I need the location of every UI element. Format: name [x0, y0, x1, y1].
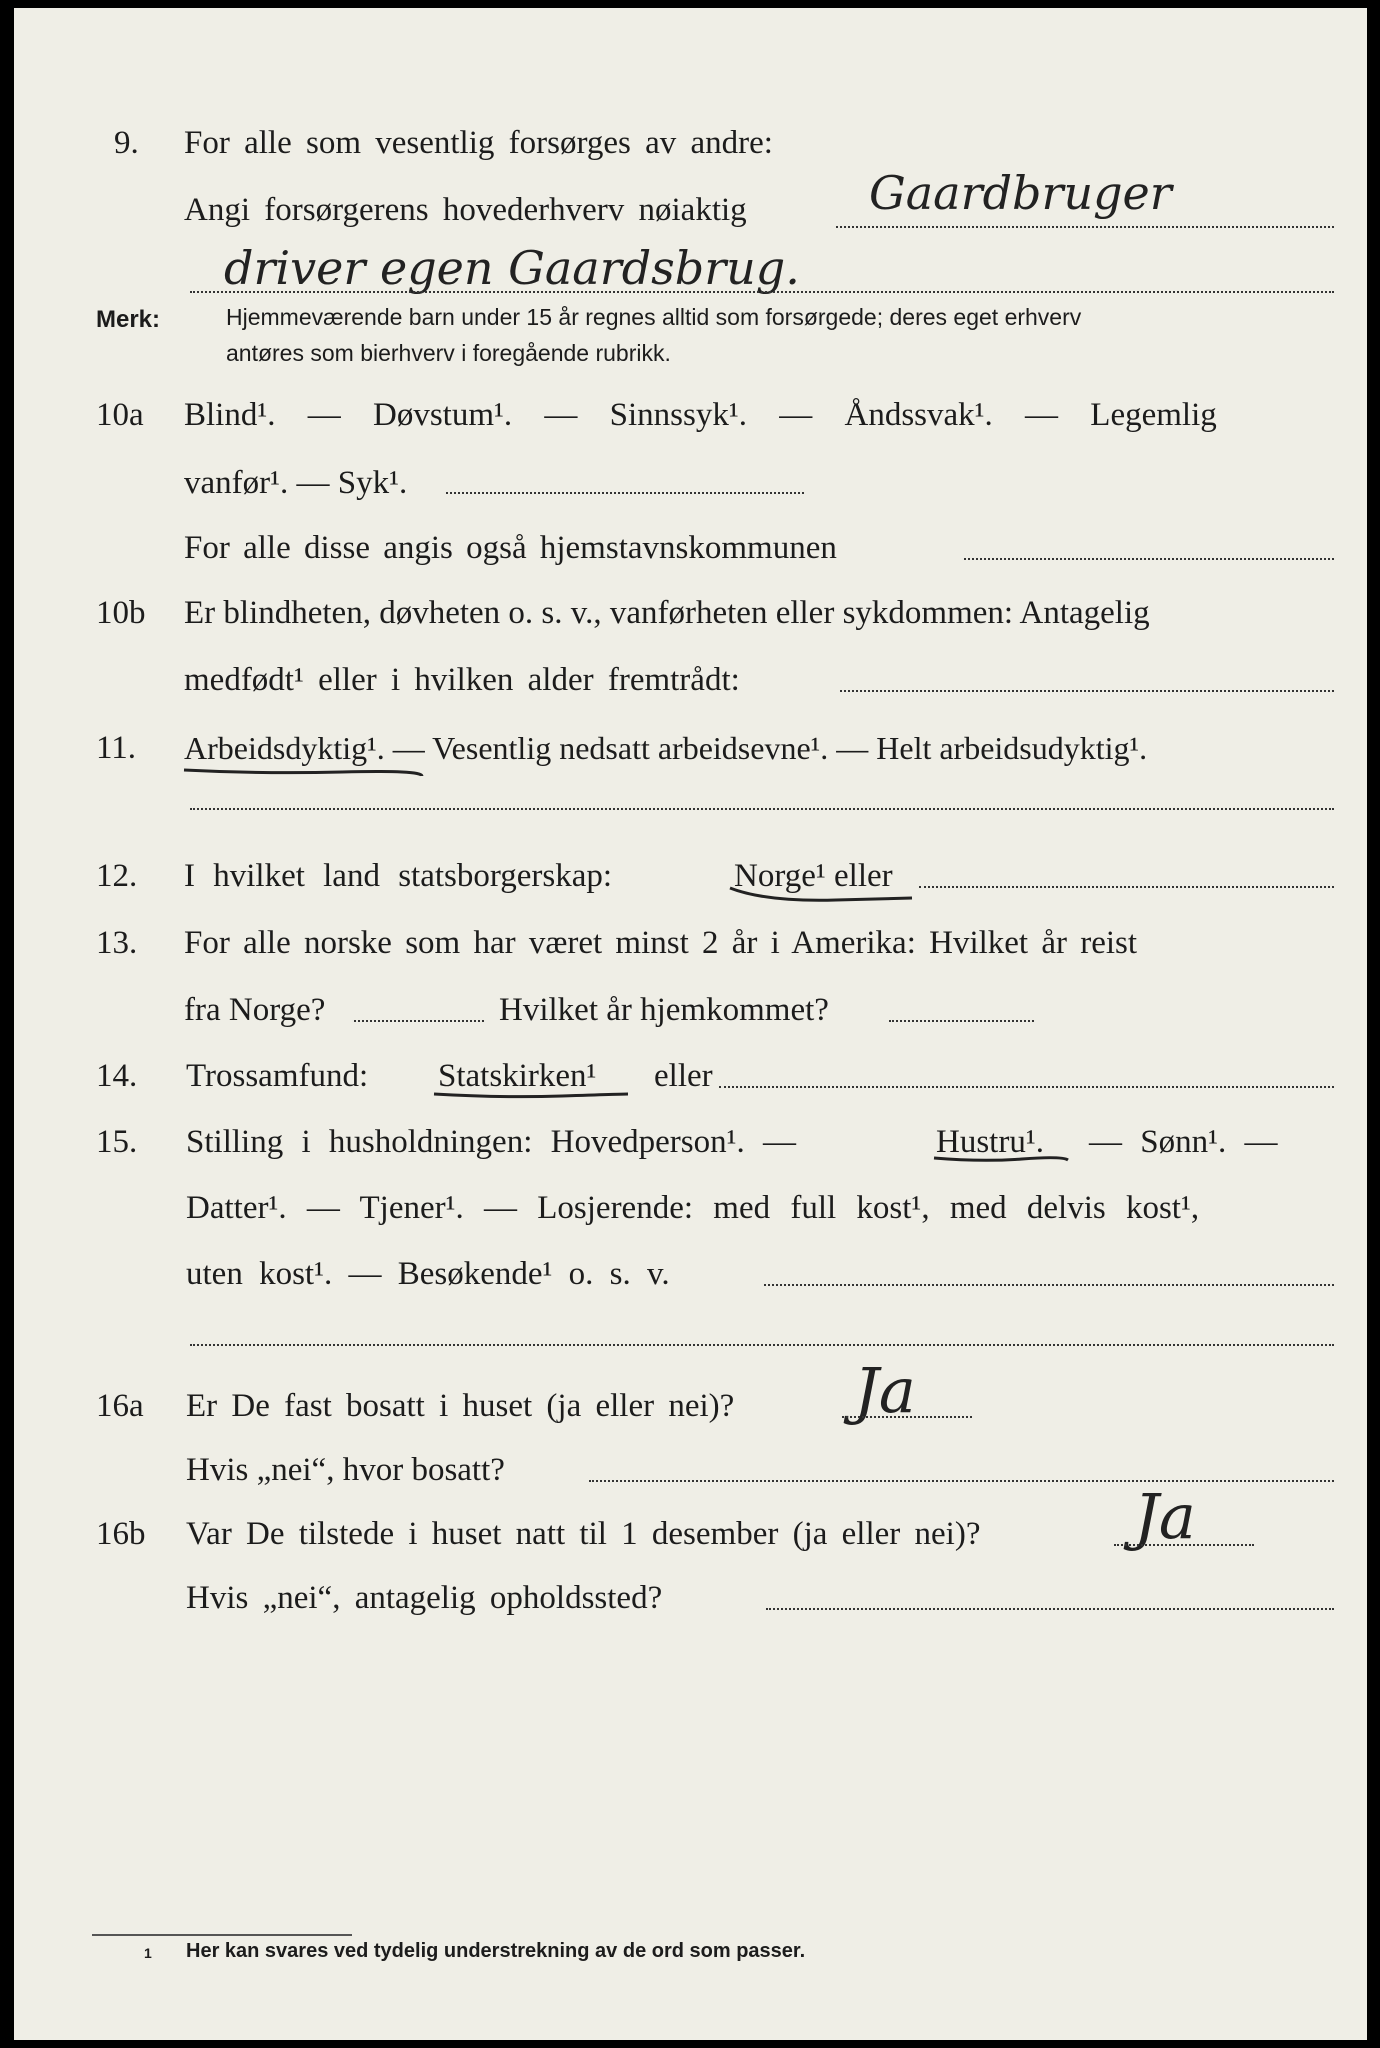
q14-answer-line [719, 1086, 1334, 1088]
merk-line1: Hjemmeværende barn under 15 år regnes alltid som forsørgede; deres eget erhverv [226, 304, 1082, 330]
q9-line2: Angi forsørgerens hovederhverv nøiaktig [184, 192, 747, 228]
q13-reist-line [354, 1020, 484, 1022]
q14-text: Trossamfund: [186, 1058, 369, 1094]
q16a-line1: Er De fast bosatt i huset (ja eller nei)? [186, 1388, 735, 1424]
q15-number: 15. [96, 1124, 138, 1160]
q14-rest: eller [654, 1058, 713, 1094]
q14-number: 14. [96, 1058, 138, 1094]
q12-option: Norge¹ eller [734, 858, 893, 894]
q10b-number: 10b [96, 595, 146, 631]
q13-line2b: Hvilket år hjemkommet? [499, 992, 829, 1028]
q9-handwritten-answer1: Gaardbruger [869, 166, 1172, 220]
q16a-bosatt-line [589, 1480, 1334, 1482]
q16a-line2: Hvis „nei“, hvor bosatt? [186, 1452, 505, 1488]
q11-answer-line [190, 808, 1334, 810]
q13-line2a: fra Norge? [184, 992, 326, 1028]
q15-line1b: — Sønn¹. — [1089, 1124, 1278, 1160]
q15-answer-line [764, 1284, 1334, 1286]
merk-label: Merk: [96, 306, 161, 333]
q10a-syk-line [446, 492, 804, 494]
q16b-opholdssted-line [766, 1608, 1334, 1610]
q9-answer-line [836, 226, 1334, 228]
q10b-answer-line [840, 690, 1334, 692]
merk-line2: antøres som bierhverv i foregående rubrikk. [226, 340, 671, 366]
q15-answer-line2 [190, 1344, 1334, 1346]
q10a-kommune-line [964, 558, 1334, 560]
q11-option-arbeidsdyktig: Arbeidsdyktig¹. [184, 730, 385, 766]
q10b-line1: Er blindheten, døvheten o. s. v., vanførheten eller sykdommen: Antagelig [184, 595, 1150, 631]
q11-rest: — Vesentlig nedsatt arbeidsevne¹. — Helt arbeidsudyktig¹. [384, 730, 1148, 766]
q13-number: 13. [96, 925, 138, 961]
q16a-answer-line [842, 1416, 972, 1418]
q12-text: I hvilket land statsborgerskap: [184, 858, 613, 894]
footnote-text: Her kan svares ved tydelig understrekning av de ord som passer. [186, 1940, 806, 1962]
q14-option: Statskirken¹ [438, 1058, 597, 1094]
q12-answer-line [919, 886, 1334, 888]
q11-number: 11. [96, 730, 137, 766]
q10b-line2: medfødt¹ eller i hvilken alder fremtrådt: [184, 662, 740, 698]
q16b-handwritten-answer: Ja [1134, 1480, 1196, 1553]
q15-handwritten-underline [932, 1146, 1072, 1168]
q16b-answer-line [1114, 1544, 1254, 1546]
q16b-line1: Var De tilstede i huset natt til 1 desember (ja eller nei)? [186, 1516, 981, 1552]
q10a-number: 10a [96, 397, 144, 433]
q9-answer-line2 [190, 291, 1334, 293]
q13-line1: For alle norske som har været minst 2 år i Amerika: Hvilket år reist [184, 925, 1138, 961]
q16a-handwritten-answer: Ja [854, 1354, 916, 1427]
q16b-number: 16b [96, 1516, 146, 1552]
q15-line3: uten kost¹. — Besøkende¹ o. s. v. [186, 1256, 670, 1292]
q9-number: 9. [114, 125, 139, 161]
q15-line1a: Stilling i husholdningen: Hovedperson¹. — [186, 1124, 796, 1160]
q10a-line1: Blind¹. — Døvstum¹. — Sinnssyk¹. — Åndssvak¹. — Legemlig [184, 397, 1217, 433]
q11-handwritten-underline [182, 760, 427, 782]
q15-line2: Datter¹. — Tjener¹. — Losjerende: med full kost¹, med delvis kost¹, [186, 1190, 1200, 1226]
census-form-page [14, 8, 1367, 2040]
q9-line1: For alle som vesentlig forsørges av andre: [184, 125, 773, 161]
q14-handwritten-underline [432, 1082, 632, 1104]
footnote-mark: 1 [144, 1945, 152, 1961]
q13-hjemkommet-line [889, 1020, 1034, 1022]
footnote-rule [92, 1934, 352, 1936]
q15-option-hustru: Hustru¹. [936, 1124, 1044, 1160]
q12-number: 12. [96, 858, 138, 894]
q10a-line3: For alle disse angis også hjemstavnskommunen [184, 530, 837, 566]
q12-handwritten-underline [726, 880, 916, 910]
q9-handwritten-answer2: driver egen Gaardsbrug. [224, 241, 800, 295]
q10a-line2: vanfør¹. — Syk¹. [184, 465, 408, 501]
q16a-number: 16a [96, 1388, 144, 1424]
q16b-line2: Hvis „nei“, antagelig opholdssted? [186, 1580, 663, 1616]
